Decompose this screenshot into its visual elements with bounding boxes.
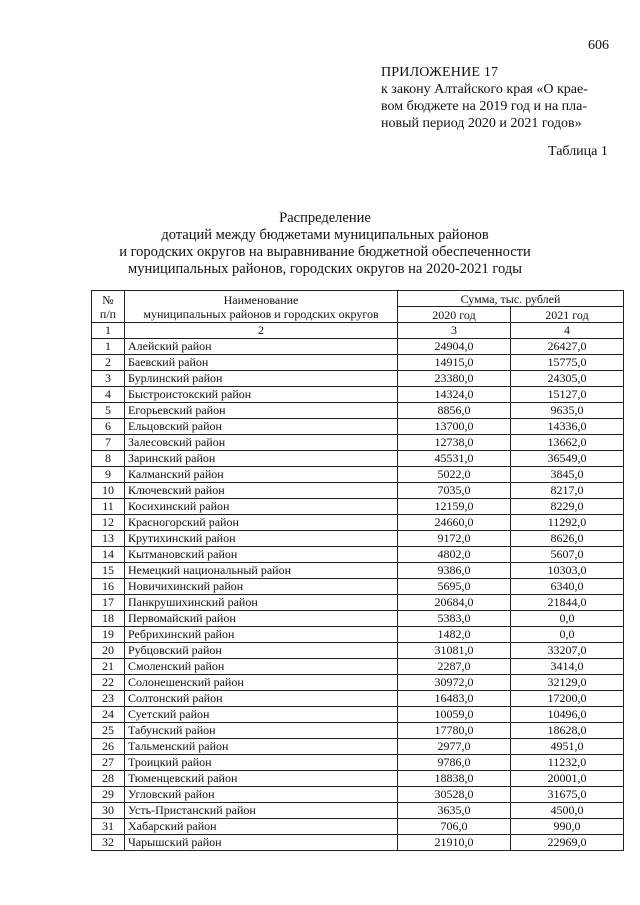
header-name-line1: Наименование [223,292,299,307]
table-body [92,339,624,851]
row-number: 13 [92,531,125,547]
table-row [92,675,624,691]
district-name: Чарышский район [125,835,398,851]
value-2020: 9386,0 [398,563,511,579]
value-2020: 14915,0 [398,355,511,371]
table-row [92,531,624,547]
row-number: 18 [92,611,125,627]
row-number: 23 [92,691,125,707]
district-name: Ключевский район [125,483,398,499]
district-name: Быстроистокский район [125,387,398,403]
table-row [92,563,624,579]
value-2021: 9635,0 [511,403,624,419]
value-2020: 16483,0 [398,691,511,707]
district-name: Смоленский район [125,659,398,675]
district-name: Косихинский район [125,499,398,515]
table-row [92,339,624,355]
subsidy-table [91,290,624,851]
table-row [92,579,624,595]
district-name: Заринский район [125,451,398,467]
table-row [92,403,624,419]
value-2020: 9172,0 [398,531,511,547]
index-cell: 3 [398,323,511,339]
value-2020: 5383,0 [398,611,511,627]
appendix-block [381,64,621,132]
table-row [92,835,624,851]
district-name: Ребрихинский район [125,627,398,643]
value-2021: 22969,0 [511,835,624,851]
table-row [92,595,624,611]
district-name: Новичихинский район [125,579,398,595]
appendix-title: ПРИЛОЖЕНИЕ 17 [381,65,499,80]
table-row [92,659,624,675]
value-2020: 3635,0 [398,803,511,819]
value-2020: 2287,0 [398,659,511,675]
header-name-line2: муниципальных районов и городских округов [143,306,379,321]
header-num-line1: № [102,292,114,307]
value-2021: 8229,0 [511,499,624,515]
heading-line: муниципальных районов, городских округов на 2020-2021 годы [128,261,522,277]
table-row [92,371,624,387]
row-number: 12 [92,515,125,531]
header-name [125,291,398,323]
row-number: 17 [92,595,125,611]
appendix-line: новый период 2020 и 2021 годов» [381,116,582,131]
value-2021: 18628,0 [511,723,624,739]
value-2020: 24660,0 [398,515,511,531]
district-name: Суетский район [125,707,398,723]
row-number: 22 [92,675,125,691]
value-2020: 5022,0 [398,467,511,483]
value-2021: 10303,0 [511,563,624,579]
value-2021: 21844,0 [511,595,624,611]
value-2021: 3845,0 [511,467,624,483]
district-name: Бурлинский район [125,371,398,387]
table-row [92,755,624,771]
value-2021: 13662,0 [511,435,624,451]
value-2021: 3414,0 [511,659,624,675]
value-2020: 4802,0 [398,547,511,563]
row-number: 3 [92,371,125,387]
table-row [92,787,624,803]
table-row [92,499,624,515]
district-name: Красногорский район [125,515,398,531]
value-2020: 30528,0 [398,787,511,803]
district-name: Калманский район [125,467,398,483]
value-2021: 15127,0 [511,387,624,403]
table-row [92,547,624,563]
heading-line: и городских округов на выравнивание бюджетной обеспеченности [119,244,531,260]
district-name: Хабарский район [125,819,398,835]
district-name: Немецкий национальный район [125,563,398,579]
value-2021: 15775,0 [511,355,624,371]
value-2021: 20001,0 [511,771,624,787]
table-row [92,819,624,835]
value-2020: 20684,0 [398,595,511,611]
row-number: 14 [92,547,125,563]
table-label: Таблица 1 [548,144,608,159]
value-2020: 2977,0 [398,739,511,755]
district-name: Тальменский район [125,739,398,755]
value-2021: 11292,0 [511,515,624,531]
value-2021: 11232,0 [511,755,624,771]
heading-line: Распределение [279,210,371,226]
value-2020: 14324,0 [398,387,511,403]
table-row [92,467,624,483]
value-2021: 36549,0 [511,451,624,467]
heading-line: дотаций между бюджетами муниципальных районов [161,227,489,243]
table-row [92,691,624,707]
appendix-line: к закону Алтайского края «О крае- [381,82,588,97]
value-2021: 24305,0 [511,371,624,387]
value-2020: 18838,0 [398,771,511,787]
value-2020: 13700,0 [398,419,511,435]
table-row [92,771,624,787]
row-number: 2 [92,355,125,371]
header-year-2021: 2021 год [511,307,624,323]
table-row [92,611,624,627]
row-number: 30 [92,803,125,819]
value-2021: 4500,0 [511,803,624,819]
value-2020: 1482,0 [398,627,511,643]
value-2020: 30972,0 [398,675,511,691]
value-2021: 8626,0 [511,531,624,547]
row-number: 31 [92,819,125,835]
table-row [92,739,624,755]
table-row [92,707,624,723]
row-number: 21 [92,659,125,675]
row-number: 8 [92,451,125,467]
value-2020: 21910,0 [398,835,511,851]
district-name: Панкрушихинский район [125,595,398,611]
district-name: Кытмановский район [125,547,398,563]
table-row [92,723,624,739]
row-number: 29 [92,787,125,803]
table-row [92,803,624,819]
table-row [92,435,624,451]
row-number: 15 [92,563,125,579]
value-2021: 31675,0 [511,787,624,803]
header-year-2020: 2020 год [398,307,511,323]
value-2021: 26427,0 [511,339,624,355]
district-name: Солонешенский район [125,675,398,691]
table-row [92,515,624,531]
value-2020: 8856,0 [398,403,511,419]
value-2020: 7035,0 [398,483,511,499]
district-name: Тюменцевский район [125,771,398,787]
row-number: 27 [92,755,125,771]
value-2020: 23380,0 [398,371,511,387]
row-number: 10 [92,483,125,499]
row-number: 26 [92,739,125,755]
row-number: 5 [92,403,125,419]
value-2020: 10059,0 [398,707,511,723]
table-row [92,419,624,435]
value-2021: 10496,0 [511,707,624,723]
district-name: Крутихинский район [125,531,398,547]
value-2021: 14336,0 [511,419,624,435]
value-2021: 33207,0 [511,643,624,659]
district-name: Угловский район [125,787,398,803]
value-2021: 990,0 [511,819,624,835]
header-sum: Сумма, тыс. рублей [398,291,624,307]
row-number: 24 [92,707,125,723]
value-2021: 32129,0 [511,675,624,691]
table-row [92,643,624,659]
district-name: Залесовский район [125,435,398,451]
table-row [92,451,624,467]
page-number: 606 [588,38,609,53]
row-number: 4 [92,387,125,403]
district-name: Троицкий район [125,755,398,771]
row-number: 28 [92,771,125,787]
value-2021: 0,0 [511,611,624,627]
value-2020: 12159,0 [398,499,511,515]
value-2021: 4951,0 [511,739,624,755]
row-number: 7 [92,435,125,451]
district-name: Ельцовский район [125,419,398,435]
table-row [92,355,624,371]
district-name: Первомайский район [125,611,398,627]
row-number: 9 [92,467,125,483]
value-2021: 17200,0 [511,691,624,707]
row-number: 1 [92,339,125,355]
value-2020: 45531,0 [398,451,511,467]
header-num [92,291,125,323]
index-cell: 2 [125,323,398,339]
value-2021: 8217,0 [511,483,624,499]
district-name: Усть-Пристанский район [125,803,398,819]
district-name: Егорьевский район [125,403,398,419]
table-row [92,483,624,499]
table-row [92,627,624,643]
row-number: 6 [92,419,125,435]
district-name: Рубцовский район [125,643,398,659]
row-number: 11 [92,499,125,515]
value-2020: 12738,0 [398,435,511,451]
value-2021: 0,0 [511,627,624,643]
row-number: 32 [92,835,125,851]
district-name: Табунский район [125,723,398,739]
value-2020: 706,0 [398,819,511,835]
document-heading [110,210,540,278]
district-name: Баевский район [125,355,398,371]
row-number: 20 [92,643,125,659]
row-number: 16 [92,579,125,595]
value-2020: 5695,0 [398,579,511,595]
index-cell: 1 [92,323,125,339]
row-number: 25 [92,723,125,739]
index-cell: 4 [511,323,624,339]
table-row [92,387,624,403]
row-number: 19 [92,627,125,643]
value-2020: 17780,0 [398,723,511,739]
value-2020: 9786,0 [398,755,511,771]
value-2021: 5607,0 [511,547,624,563]
header-num-line2: п/п [99,306,117,321]
value-2020: 31081,0 [398,643,511,659]
district-name: Алейский район [125,339,398,355]
district-name: Солтонский район [125,691,398,707]
value-2021: 6340,0 [511,579,624,595]
appendix-line: вом бюджете на 2019 год и на пла- [381,99,588,114]
value-2020: 24904,0 [398,339,511,355]
